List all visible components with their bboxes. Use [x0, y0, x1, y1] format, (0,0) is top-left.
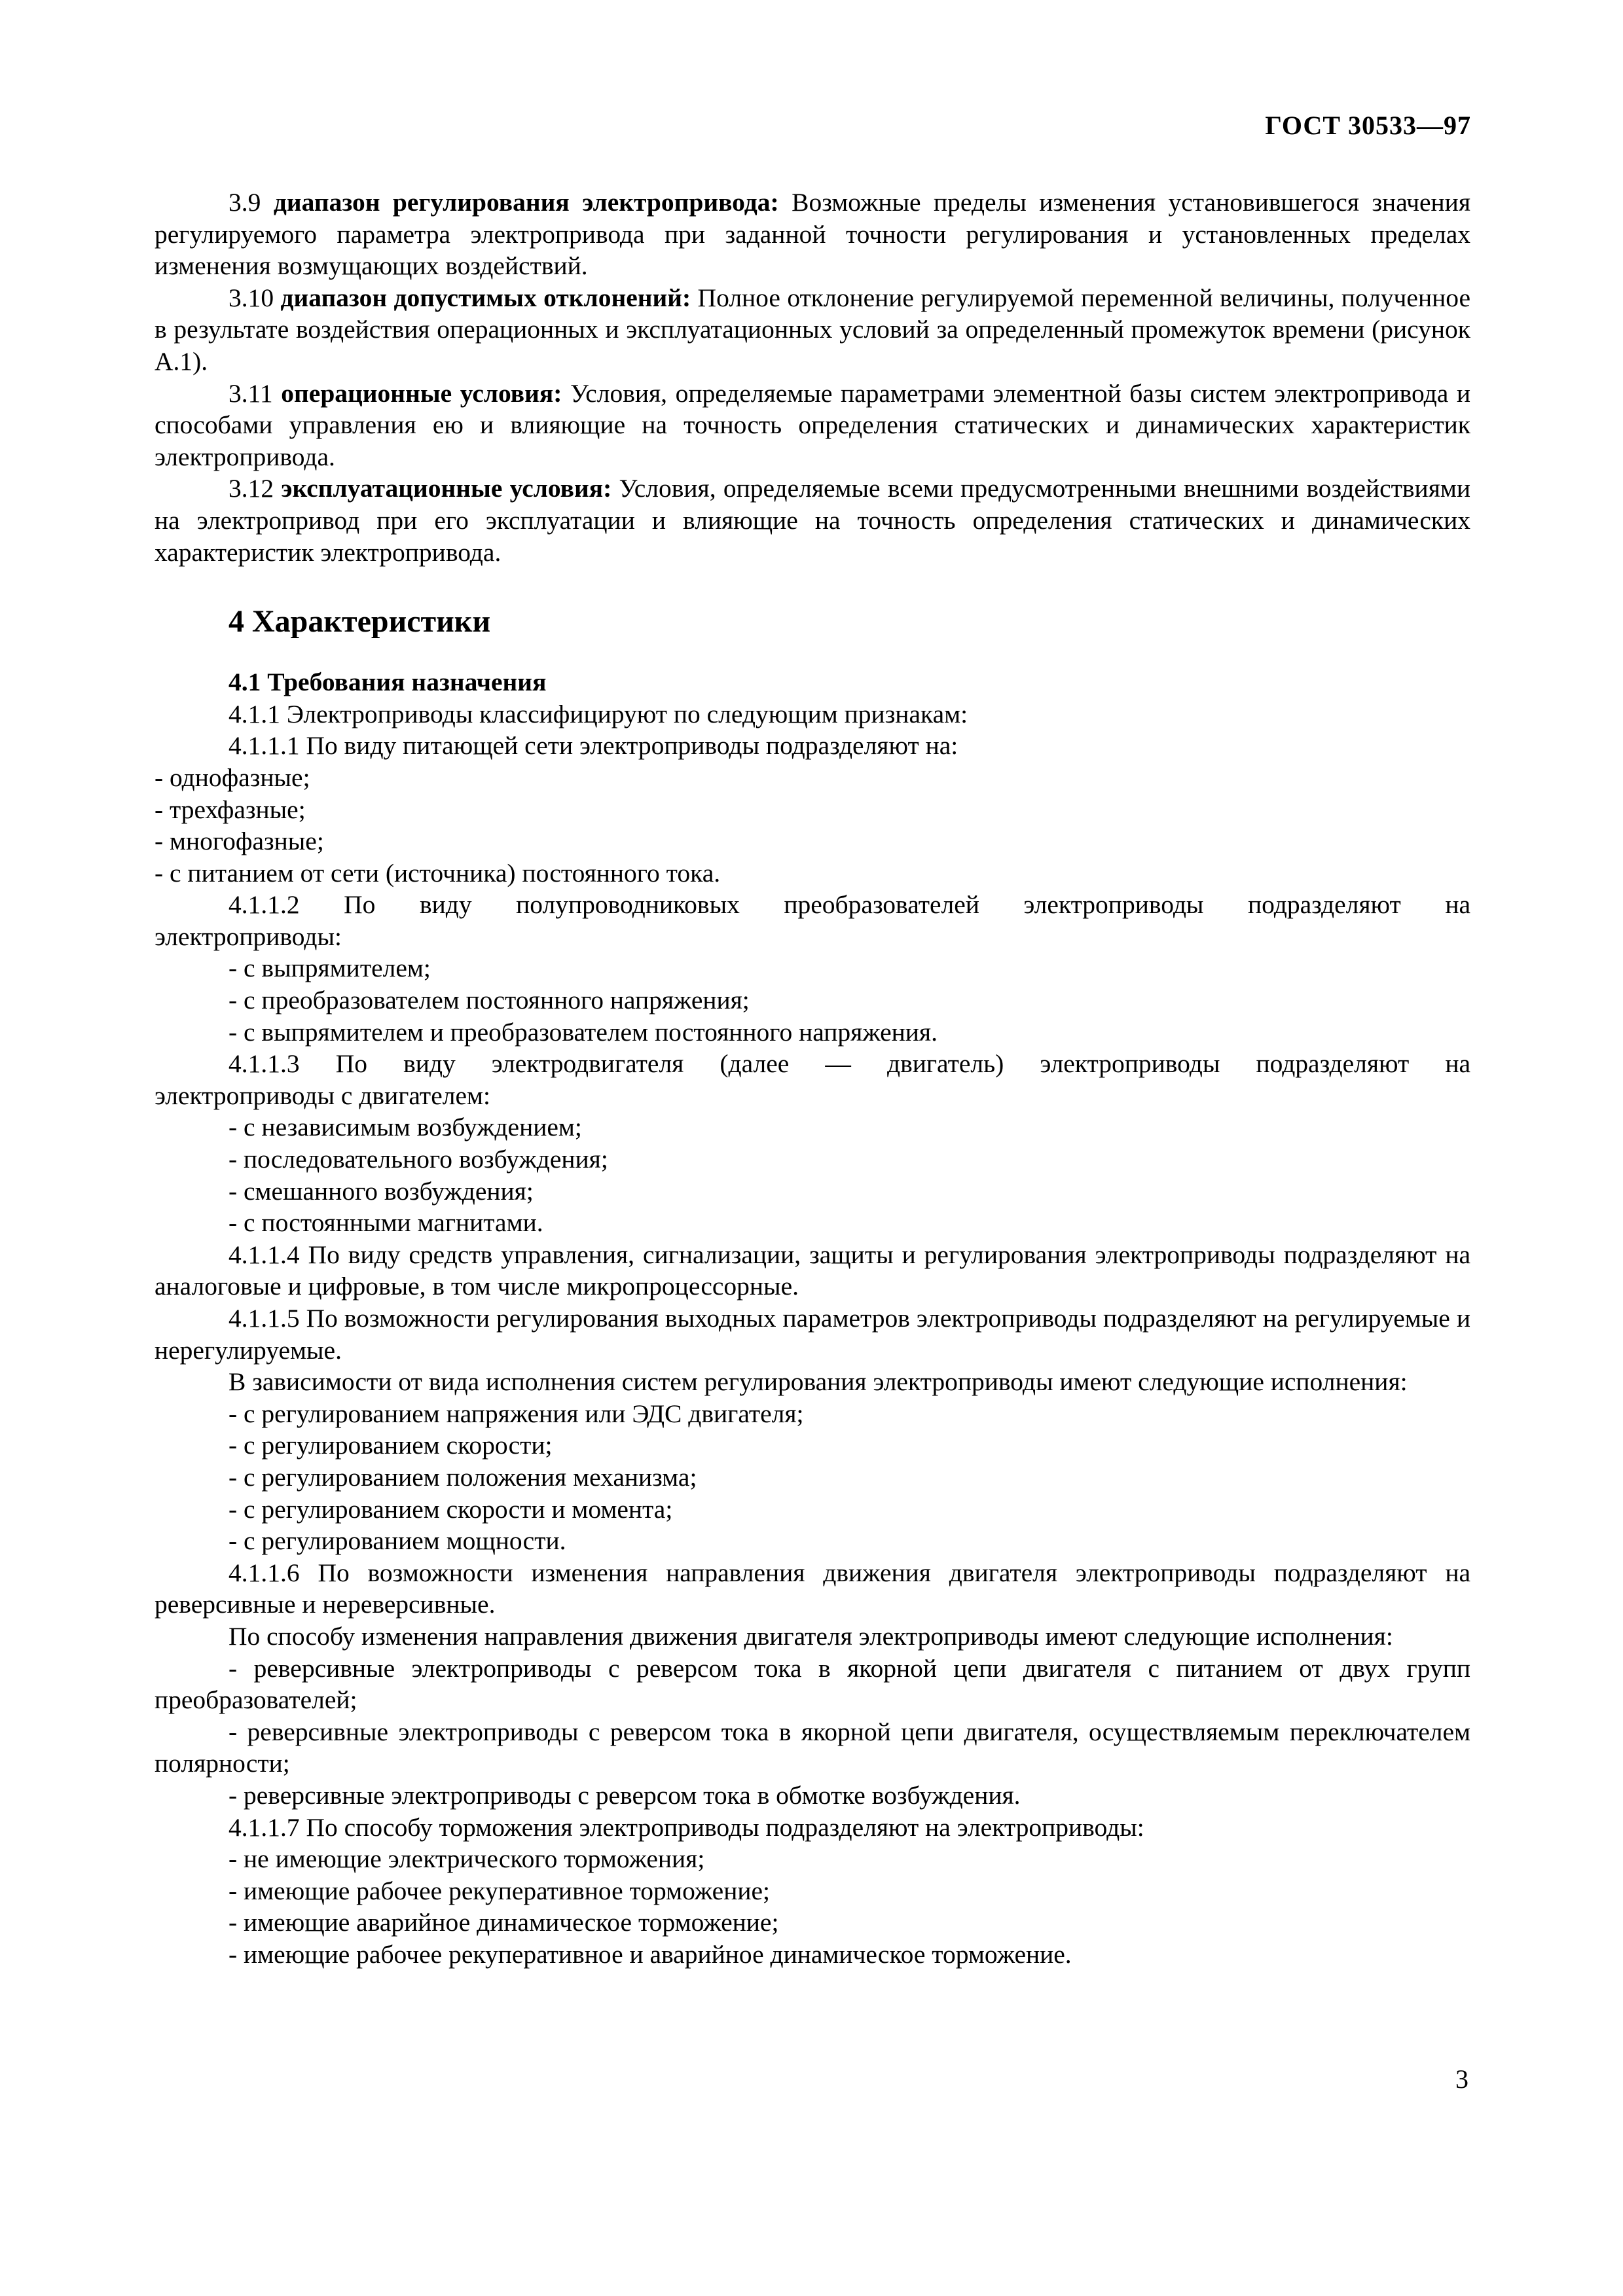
def-number: 3.12	[228, 474, 274, 503]
list-item: - с регулированием мощности.	[228, 1526, 566, 1556]
list-item: - многофазные;	[155, 827, 324, 856]
clause-4-1-1-3-cont: электроприводы с двигателем:	[155, 1081, 490, 1110]
list-item: - последовательного возбуждения;	[228, 1145, 608, 1174]
def-text: Полное отклонение регулируемой переменной величины, полученное в результате воздействия операционных и эксплуатационных условий за определенный промежуток времени (рисунок А.1).	[155, 283, 1470, 376]
clause-4-1-1-4: 4.1.1.4 По виду средств управления, сигнализации, защиты и регулирования электроприводы подразделяют на аналоговые и цифровые, в том числе микропроцессорные.	[155, 1240, 1470, 1301]
list-item: - однофазные;	[155, 762, 310, 792]
list-item: - с регулированием скорости и момента;	[228, 1494, 673, 1524]
page-number: 3	[1455, 2064, 1468, 2094]
def-number: 3.10	[228, 283, 274, 312]
list-item: - с выпрямителем;	[228, 954, 431, 983]
subsection-title: 4.1 Требования назначения	[228, 668, 547, 697]
clause-4-1-1-5: 4.1.1.5 По возможности регулирования выходных параметров электроприводы подразделяют на регулируемые и нерегулируемые.	[155, 1304, 1470, 1365]
list-item: - с постоянными магнитами.	[228, 1208, 543, 1238]
list-item: - имеющие аварийное динамическое торможение;	[228, 1908, 779, 1937]
def-term: диапазон регулирования электропривода:	[273, 188, 779, 217]
def-term: эксплуатационные условия:	[281, 474, 612, 503]
definition-3-11	[155, 378, 1470, 473]
document-header: ГОСТ 30533—97	[1265, 111, 1471, 140]
definition-3-12	[155, 473, 1470, 568]
clause-4-1-1-7: 4.1.1.7 По способу торможения электроприводы подразделяют на электроприводы:	[228, 1812, 1144, 1842]
def-term: диапазон допустимых отклонений:	[280, 283, 691, 312]
list-item: - реверсивные электроприводы с реверсом тока в якорной цепи двигателя, осуществляемым переключателем полярности;	[155, 1717, 1470, 1778]
clause-4-1-1: 4.1.1 Электроприводы классифицируют по следующим признакам:	[228, 699, 968, 728]
def-text: Условия, определяемые всеми предусмотренными внешними воздействиями на электропривод при его эксплуатации и влияющие на точность определения статических и динамических характеристик электропривода.	[155, 474, 1470, 567]
list-item: - с регулированием напряжения или ЭДС двигателя;	[228, 1399, 804, 1428]
def-number: 3.9	[228, 188, 261, 217]
clause-4-1-1-3: 4.1.1.3 По виду электродвигателя (далее — двигатель) электроприводы подразделяют на	[228, 1049, 1470, 1079]
clause-4-1-1-2: 4.1.1.2 По виду полупроводниковых преобразователей электроприводы подразделяют на	[228, 890, 1470, 920]
list-item: - с преобразователем постоянного напряжения;	[228, 986, 750, 1015]
reverse-intro: По способу изменения направления движения двигателя электроприводы имеют следующие исполнения:	[228, 1621, 1393, 1651]
list-item: - с независимым возбуждением;	[228, 1113, 582, 1142]
list-item: - не имеющие электрического торможения;	[228, 1844, 705, 1874]
list-item: - с выпрямителем и преобразователем постоянного напряжения.	[228, 1017, 938, 1047]
list-item: - реверсивные электроприводы с реверсом тока в обмотке возбуждения.	[228, 1780, 1021, 1810]
list-item: - имеющие рабочее рекуперативное и аварийное динамическое торможение.	[228, 1939, 1072, 1969]
def-text: Возможные пределы изменения установившегося значения регулируемого параметра электропривода при заданной точности регулирования и установленных пределах изменения возмущающих воздействий.	[155, 188, 1470, 281]
list-item: - реверсивные электроприводы с реверсом тока в якорной цепи двигателя с питанием от двух групп преобразователей;	[155, 1653, 1470, 1715]
list-item: - с питанием от сети (источника) постоянного тока.	[155, 858, 721, 888]
list-item: - с регулированием скорости;	[228, 1431, 553, 1460]
definition-3-9	[155, 187, 1470, 282]
list-item: - с регулированием положения механизма;	[228, 1462, 697, 1492]
def-number: 3.11	[228, 378, 273, 408]
list-item: - имеющие рабочее рекуперативное торможение;	[228, 1876, 770, 1905]
clause-4-1-1-6: 4.1.1.6 По возможности изменения направления движения двигателя электроприводы подразделяют на реверсивные и нереверсивные.	[155, 1558, 1470, 1619]
list-item: - трехфазные;	[155, 795, 306, 824]
def-term: операционные условия:	[281, 378, 562, 408]
def-text: Условия, определяемые параметрами элементной базы систем электропривода и способами управления ею и влияющие на точность определения статических и динамических характеристик электропривода.	[155, 378, 1471, 471]
definition-3-10	[155, 282, 1470, 378]
regulation-intro: В зависимости от вида исполнения систем регулирования электроприводы имеют следующие исполнения:	[228, 1367, 1408, 1397]
page-body	[155, 187, 1470, 1970]
section-title: 4 Характеристики	[228, 604, 491, 639]
clause-4-1-1-1: 4.1.1.1 По виду питающей сети электроприводы подразделяют на:	[228, 731, 958, 761]
list-item: - смешанного возбуждения;	[228, 1176, 534, 1206]
clause-4-1-1-2-cont: электроприводы:	[155, 922, 342, 951]
